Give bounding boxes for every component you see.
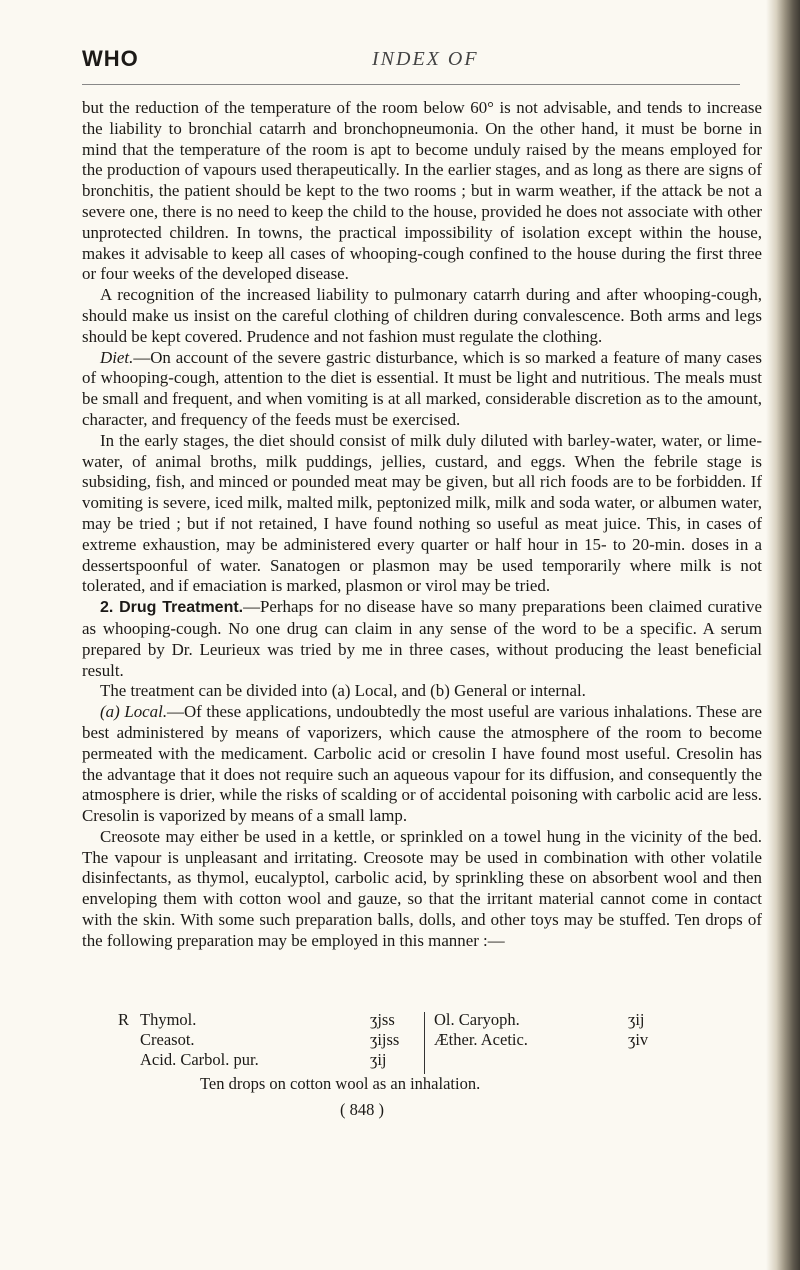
- paragraph-text: —Perhaps for no disease have so many preparations been claimed curative as whooping-cough. No one drug can claim in any sense of the word to be a specific. A serum prepared by Dr. Leurieux was tried by me in three cases, without producing the least beneficial result.: [82, 597, 762, 680]
- ingredient-name: Ol. Caryoph.: [434, 1010, 520, 1029]
- prescription-right-names: [434, 1010, 634, 1050]
- page-number: ( 848 ): [340, 1100, 384, 1119]
- ingredient-quantity: ʒijss: [370, 1030, 400, 1049]
- ingredient-quantity: ʒij: [370, 1050, 387, 1069]
- ingredient-quantity: ʒij: [628, 1010, 645, 1029]
- paragraph-text: —On account of the severe gastric disturbance, which is so marked a feature of many cases of whooping-cough, attention to the diet is essential. It must be light and nutritious. The meals must be small and frequent, and when vomiting is at all marked, considerable discretion as to the amount, character, and frequency of the feeds must be exercised.: [82, 347, 762, 429]
- paragraph: [82, 285, 762, 347]
- paragraph-text: The treatment can be divided into (a) Local, and (b) General or internal.: [100, 681, 586, 701]
- header-center-title: INDEX OF: [372, 48, 479, 70]
- book-spine-edge: [766, 0, 800, 1270]
- prescription-right-quantities: [628, 1010, 678, 1050]
- running-header: [82, 44, 740, 85]
- column-divider: [424, 1012, 425, 1074]
- paragraph: [82, 98, 762, 285]
- header-left-title: WHO: [82, 46, 139, 71]
- paragraph-lead: Diet.: [100, 347, 134, 367]
- body-text: [82, 98, 762, 952]
- recipe-symbol: R: [118, 1010, 130, 1029]
- paragraph-text: but the reduction of the temperature of the room below 60° is not advisable, and tends to increase the liability to bronchial catarrh and bronchopneumonia. On the other hand, it must be borne in mind that the temperature of the room is apt to become unduly raised by the means employed for the production of vapours used therapeutically. In the earlier stages, and as long as there are signs of bronchitis, the patient should be kept to the two rooms ; but in warm weather, if the attack be not a severe one, there is no need to keep the child to the house, provided he does not associate with other unprotected children. In towns, the practical impossibility of isolation except within the house, makes it advisable to keep all cases of whooping-cough confined to the house during the first three or four weeks of the developed disease.: [82, 98, 762, 284]
- prescription-left-quantities: [370, 1010, 420, 1070]
- ingredient-name: Thymol.: [140, 1010, 197, 1029]
- paragraph-text: Creosote may either be used in a kettle, or sprinkled on a towel hung in the vicinity of the bed. The vapour is unpleasant and irritating. Creosote may be used in combination with other volatile disinfectants, as thymol, eucalyptol, carbolic acid, by sprinkling these on absorbent wool and then enveloping them with cotton wool and gauze, so that the irritant material cannot come in contact with the skin. With some such preparation balls, dolls, and other toys may be stuffed. Ten drops of the following preparation may be employed in this manner :—: [82, 826, 762, 950]
- ingredient-name: Acid. Carbol. pur.: [140, 1050, 259, 1069]
- paragraph: [82, 827, 762, 952]
- ingredient-quantity: ʒjss: [370, 1010, 395, 1029]
- ingredient-name: Æther. Acetic.: [434, 1030, 528, 1049]
- ingredient-quantity: ʒiv: [628, 1030, 649, 1049]
- prescription-instruction: Ten drops on cotton wool as an inhalation.: [200, 1074, 481, 1093]
- paragraph-lead: 2. Drug Treatment.: [100, 599, 244, 617]
- paragraph: [82, 431, 762, 597]
- paragraph-text: —Of these applications, undoubtedly the most useful are various inhalations. These are best administered by means of vaporizers, which cause the atmosphere of the room to become permeated with the medicament. Carbolic acid or cresolin I have found most useful. Cresolin has the advantage that it does not require such an aqueous vapour for its diffusion, and consequently the atmosphere is drier, while the risks of scalding or of accidental poisoning with carbolic acid are less. Cresolin is vaporized by means of a small lamp.: [82, 702, 762, 826]
- ingredient-name: Creasot.: [140, 1030, 195, 1049]
- paragraph-text: A recognition of the increased liability to pulmonary catarrh during and after whooping-cough, should make us insist on the careful clothing of children during convalescence. Both arms and legs should be kept covered. Prudence and not fashion must regulate the clothing.: [82, 285, 762, 346]
- prescription-left-names: [140, 1010, 380, 1070]
- paragraph-lead: (a) Local.: [100, 702, 168, 722]
- paragraph-text: In the early stages, the diet should consist of milk duly diluted with barley-water, water, or lime-water, of animal broths, milk puddings, jellies, custard, and eggs. When the febrile stage is subsiding, fish, and minced or pounded meat may be given, but all rich foods are to be forbidden. If vomiting is severe, iced milk, malted milk, peptonized milk, milk and soda water, or albumen water, may be tried ; but if not retained, I have found nothing so useful as meat juice. This, in cases of extreme exhaustion, may be administered every quarter or half hour in 15- to 20-min. doses in a dessertspoonful of water. Sanatogen or plasmon may be used temporarily where milk is not tolerated, and if emaciation is marked, plasmon or virol may be tried.: [82, 430, 762, 596]
- paragraph: [82, 681, 762, 702]
- paragraph: [82, 597, 762, 681]
- paragraph: [82, 702, 762, 827]
- paragraph: [82, 348, 762, 431]
